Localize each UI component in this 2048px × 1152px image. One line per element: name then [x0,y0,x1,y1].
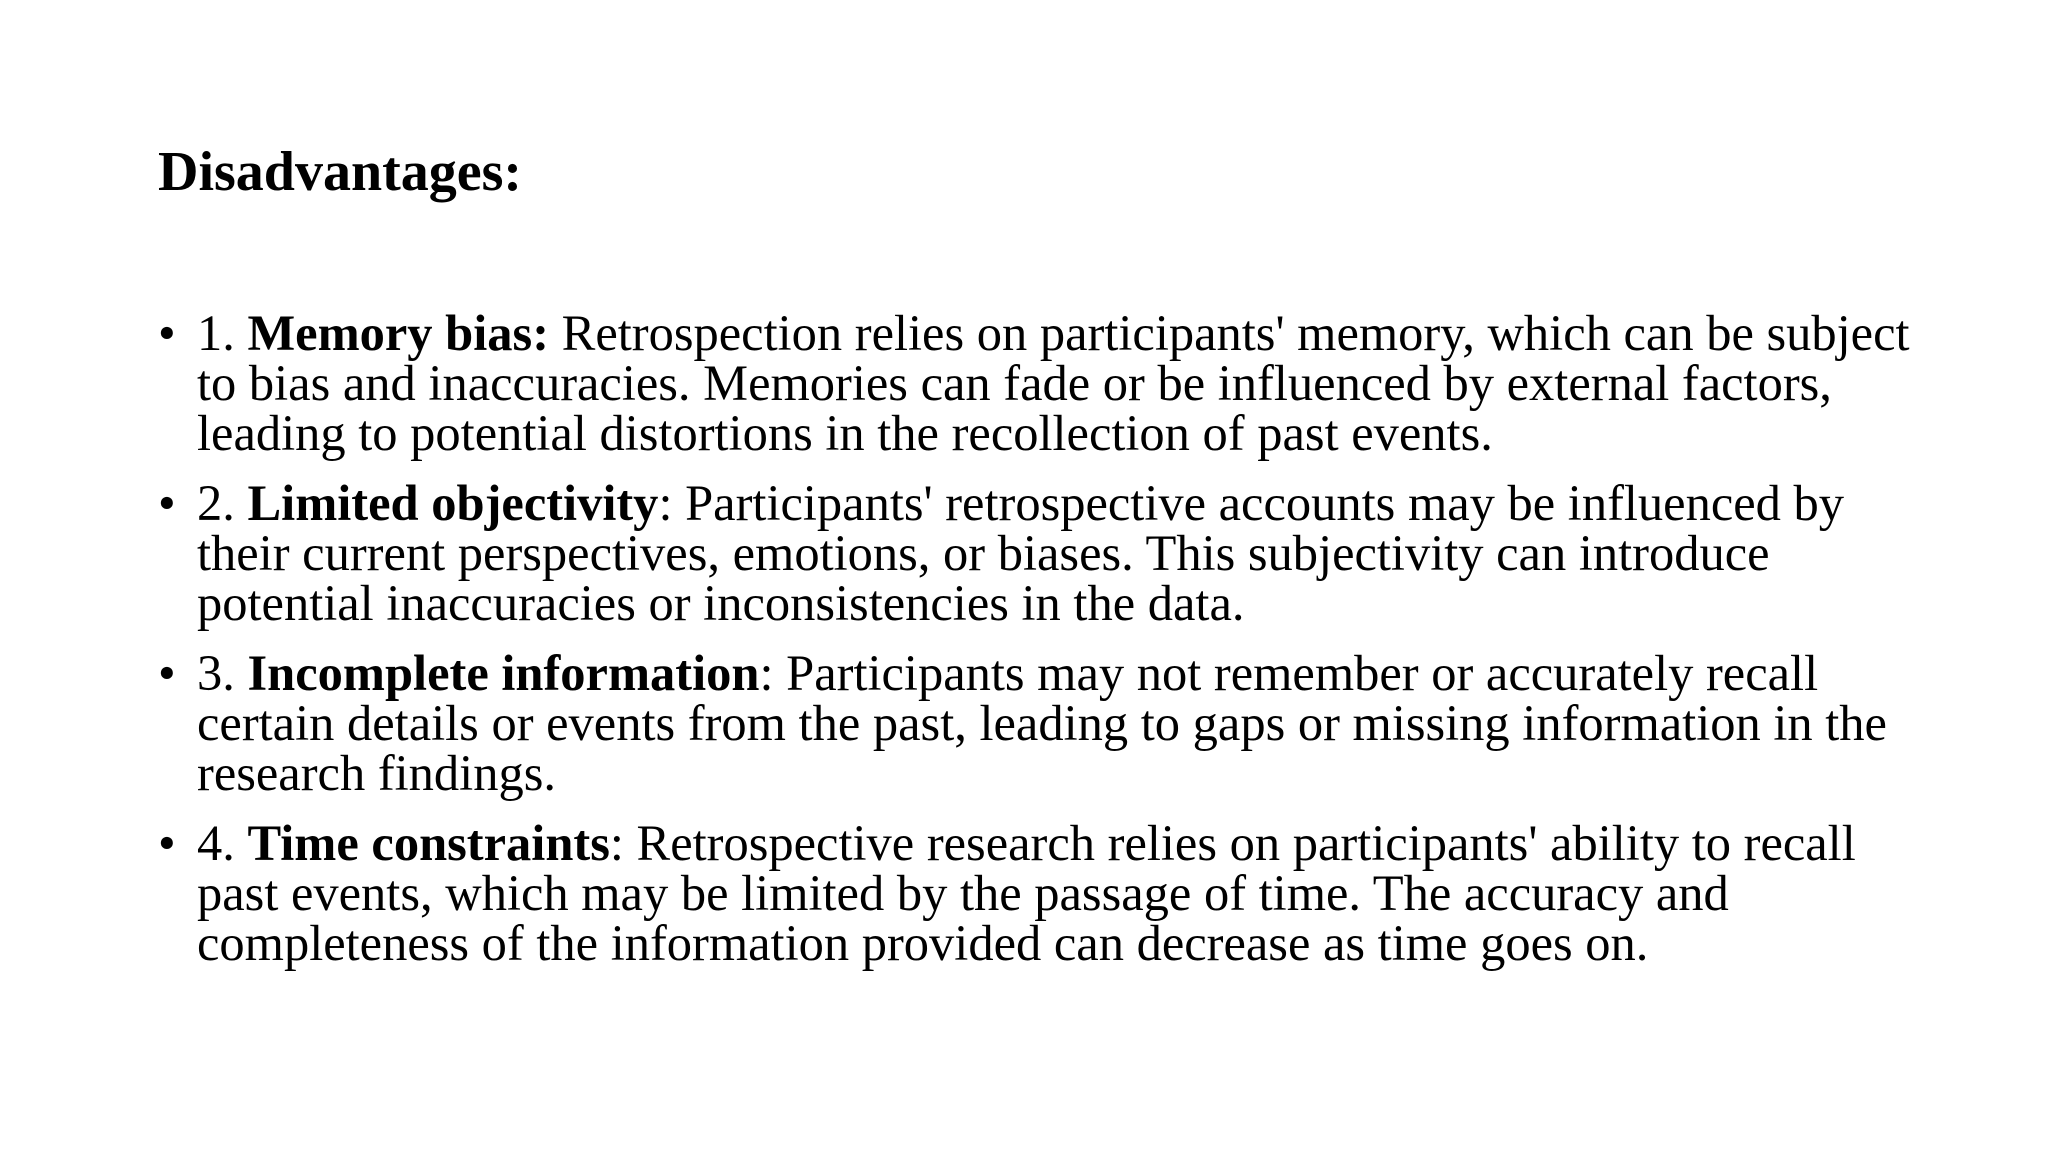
bullet-text: Retrospection relies on participants' memory, which can be subject to bias and inaccuracies. Memories can fade or be influenced by external factors, leading to potential distortions in the recollection of past events. [197,305,1910,461]
bullet-term: Memory bias: [247,305,550,361]
bullet-term: Incomplete information [247,645,760,701]
bullet-item-limited-objectivity [158,475,1918,631]
bullet-text: : Participants' retrospective accounts may be influenced by their current perspectives, emotions, or biases. This subjectivity can introduce potential inaccuracies or inconsistencies in the data. [197,475,1845,631]
bullet-icon: • [158,815,176,871]
bullet-number: 1. [197,305,248,361]
bullet-item-time-constraints [158,815,1918,971]
bullet-list [158,305,1918,988]
bullet-term: Limited objectivity [247,475,659,531]
slide-title: Disadvantages: [158,141,523,203]
bullet-number: 2. [197,475,248,531]
bullet-number: 3. [197,645,248,701]
bullet-icon: • [158,645,176,701]
bullet-icon: • [158,475,176,531]
bullet-number: 4. [197,815,248,871]
bullet-icon: • [158,305,176,361]
bullet-term: Time constraints [247,815,610,871]
bullet-text: : Participants may not remember or accurately recall certain details or events from the past, leading to gaps or missing information in the research findings. [197,645,1887,801]
bullet-text: : Retrospective research relies on participants' ability to recall past events, which may be limited by the passage of time. The accuracy and completeness of the information provided can decrease as time goes on. [197,815,1856,971]
bullet-item-memory-bias [158,305,1918,461]
bullet-item-incomplete-information [158,645,1918,801]
